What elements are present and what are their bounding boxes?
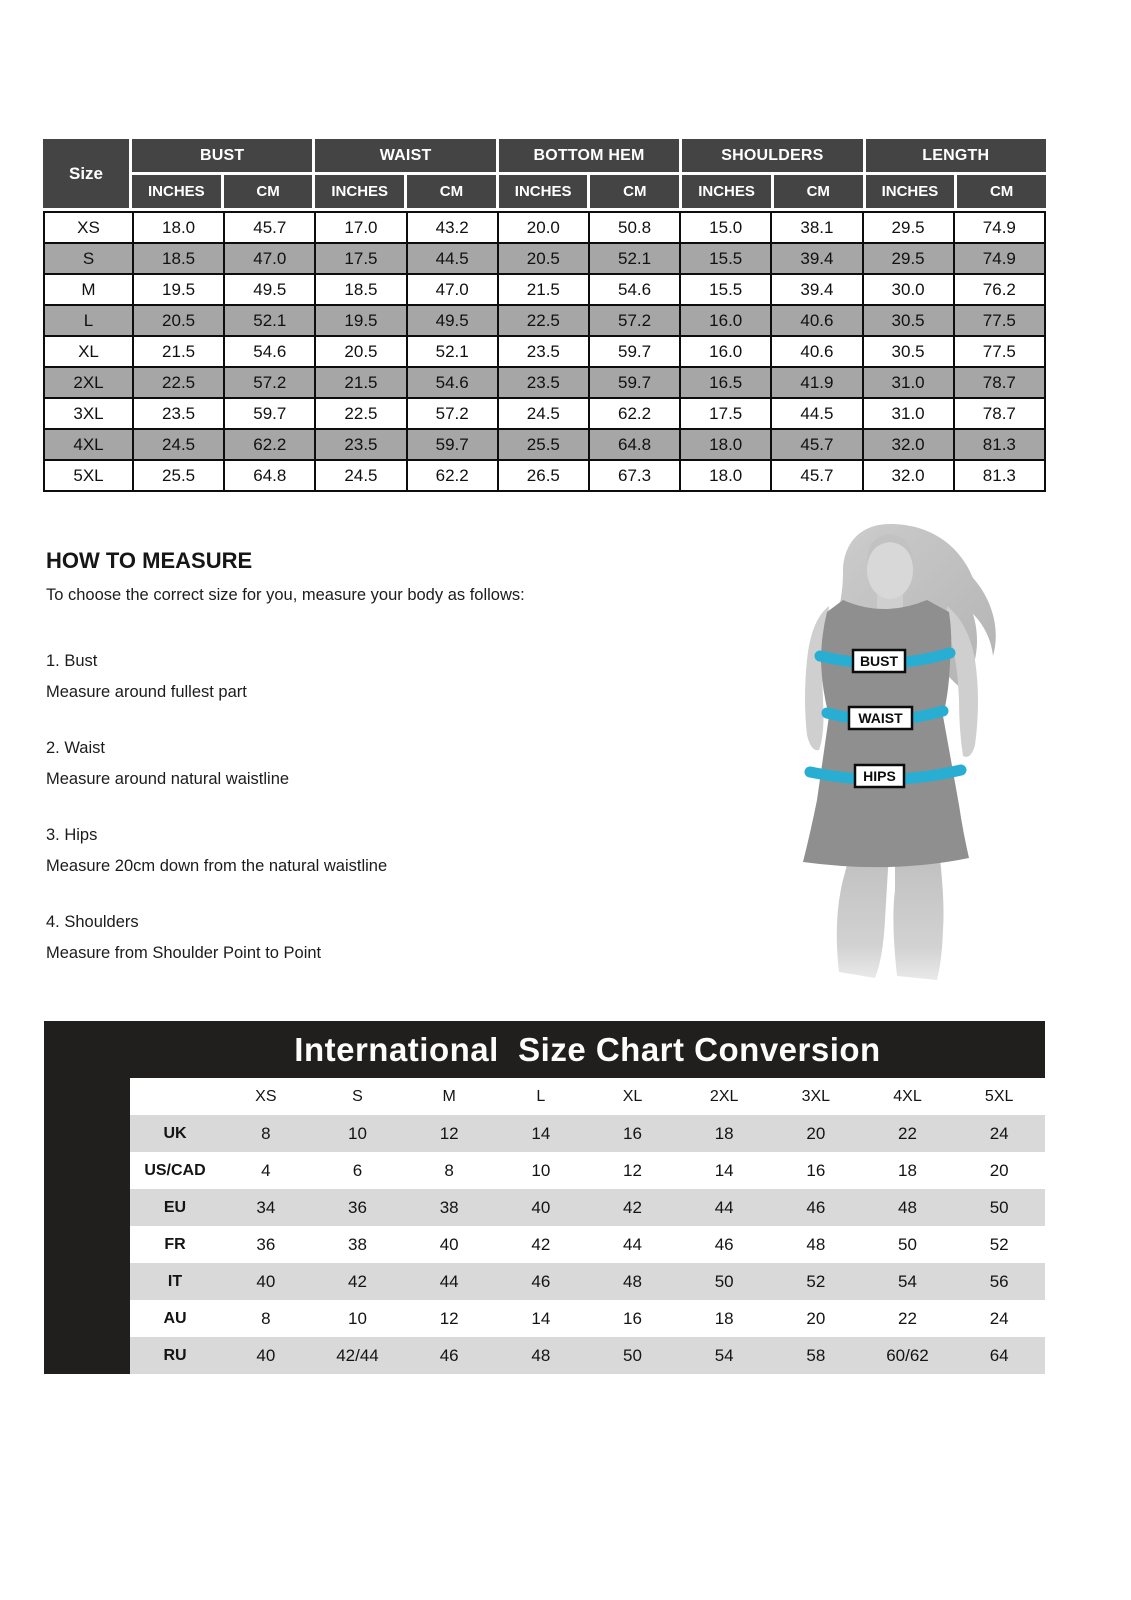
size-label: S — [44, 243, 133, 274]
conversion-row — [130, 1152, 1045, 1189]
measurement-cell: 57.2 — [407, 398, 498, 429]
how-to-measure-intro: To choose the correct size for you, measure your body as follows: — [46, 586, 525, 604]
conversion-value-cell: 20 — [806, 1123, 826, 1143]
conversion-value-cell: 10 — [348, 1123, 367, 1143]
conversion-value-cell: 48 — [531, 1345, 551, 1365]
measurement-cell: 21.5 — [315, 367, 406, 398]
measure-step-hips — [46, 820, 706, 882]
measurement-cell: 44.5 — [407, 243, 498, 274]
conversion-value-cell: 54 — [714, 1345, 734, 1365]
measurement-cell: 16.0 — [680, 336, 771, 367]
measurement-cell: 24.5 — [133, 429, 224, 460]
conversion-value-cell: 44 — [623, 1234, 642, 1254]
conversion-value-cell: 42 — [531, 1234, 551, 1254]
conversion-value-cell: 46 — [531, 1271, 551, 1291]
conversion-value-cell: 50 — [898, 1234, 917, 1254]
measurement-cell: 62.2 — [589, 398, 680, 429]
measurement-cell: 17.5 — [680, 398, 771, 429]
bust-label — [853, 650, 905, 672]
group-header-bust: BUST — [132, 139, 312, 172]
conversion-value-cell: 50 — [989, 1197, 1009, 1217]
conversion-value-cell: 8 — [261, 1308, 271, 1328]
measurement-table-header — [43, 139, 1046, 208]
conversion-value-cell: 40 — [439, 1234, 459, 1254]
svg-text:HIPS: HIPS — [863, 768, 896, 784]
conversion-size-header: XS — [255, 1087, 277, 1105]
conversion-value-cell: 52 — [989, 1234, 1009, 1254]
group-header-length: LENGTH — [866, 139, 1046, 172]
measurement-cell: 78.7 — [954, 398, 1045, 429]
conversion-size-header: 4XL — [893, 1087, 922, 1105]
measurement-cell: 44.5 — [771, 398, 862, 429]
international-conversion-section — [44, 1021, 1045, 1374]
conversion-row — [130, 1115, 1045, 1152]
measurement-cell: 54.6 — [407, 367, 498, 398]
measurement-cell: 23.5 — [498, 336, 589, 367]
step-desc: Measure from Shoulder Point to Point — [46, 944, 322, 962]
measurement-cell: 22.5 — [133, 367, 224, 398]
conversion-value-cell: 42/44 — [336, 1345, 379, 1365]
measurement-cell: 20.5 — [498, 243, 589, 274]
figure-illustration — [763, 520, 1015, 985]
measurement-cell: 38.1 — [771, 212, 862, 243]
measurement-cell: 47.0 — [407, 274, 498, 305]
conversion-value-cell: 6 — [352, 1160, 363, 1180]
measurement-cell: 39.4 — [771, 243, 862, 274]
measure-step-shoulders — [46, 907, 706, 969]
conversion-size-header: 3XL — [801, 1087, 831, 1105]
conversion-value-cell: 16 — [623, 1123, 642, 1143]
conversion-value-cell: 22 — [898, 1123, 917, 1143]
measurement-cell: 17.5 — [315, 243, 406, 274]
size-label: 5XL — [44, 460, 133, 491]
measurement-cell: 29.5 — [863, 212, 954, 243]
unit-header-inches: INCHES — [866, 175, 955, 208]
measurement-cell: 77.5 — [954, 305, 1045, 336]
waist-label — [849, 707, 912, 729]
conversion-value-cell: 12 — [439, 1123, 459, 1143]
conversion-value-cell: 60/62 — [886, 1345, 929, 1365]
step-label: 4. Shoulders — [46, 913, 139, 931]
measurement-cell: 18.0 — [133, 212, 224, 243]
size-row — [44, 429, 1045, 460]
measurement-cell: 19.5 — [133, 274, 224, 305]
size-row — [44, 367, 1045, 398]
conversion-row — [130, 1263, 1045, 1300]
measurement-cell: 18.0 — [680, 429, 771, 460]
size-label: 3XL — [44, 398, 133, 429]
step-label: 3. Hips — [46, 826, 98, 844]
measurement-cell: 54.6 — [224, 336, 315, 367]
conversion-value-cell: 46 — [806, 1197, 826, 1217]
conversion-value-cell: 16 — [806, 1160, 826, 1180]
measurement-cell: 15.0 — [680, 212, 771, 243]
measurement-cell: 40.6 — [771, 305, 862, 336]
conversion-value-cell: 18 — [714, 1123, 734, 1143]
conversion-region-label: RU — [163, 1346, 187, 1364]
measurement-cell: 52.1 — [407, 336, 498, 367]
measure-step-bust — [46, 646, 706, 708]
size-row — [44, 243, 1045, 274]
measurement-cell: 20.5 — [315, 336, 406, 367]
conversion-value-cell: 12 — [623, 1160, 642, 1180]
conversion-row — [130, 1337, 1045, 1374]
how-to-measure-section — [46, 548, 706, 994]
conversion-region-label: AU — [163, 1309, 187, 1327]
unit-header-cm: CM — [224, 175, 313, 208]
measurement-cell: 18.5 — [133, 243, 224, 274]
measurement-cell: 21.5 — [133, 336, 224, 367]
measurement-cell: 31.0 — [863, 367, 954, 398]
measurement-cell: 62.2 — [224, 429, 315, 460]
measurement-cell: 30.5 — [863, 336, 954, 367]
conversion-value-cell: 16 — [623, 1308, 642, 1328]
measurement-figure — [763, 520, 1015, 985]
measurement-cell: 20.0 — [498, 212, 589, 243]
conversion-value-cell: 36 — [256, 1234, 276, 1254]
measurement-cell: 50.8 — [589, 212, 680, 243]
measurement-cell: 29.5 — [863, 243, 954, 274]
conversion-region-label: UK — [163, 1124, 187, 1142]
measurement-cell: 49.5 — [224, 274, 315, 305]
conversion-row — [130, 1226, 1045, 1263]
measurement-cell: 74.9 — [954, 212, 1045, 243]
conversion-region-label: EU — [163, 1198, 187, 1216]
measurement-cell: 59.7 — [224, 398, 315, 429]
left-leg — [837, 850, 889, 978]
conversion-value-cell: 22 — [898, 1308, 917, 1328]
conversion-size-header: L — [536, 1087, 546, 1105]
measurement-cell: 20.5 — [133, 305, 224, 336]
conversion-value-cell: 50 — [714, 1271, 734, 1291]
step-desc: Measure 20cm down from the natural waistline — [46, 857, 388, 875]
measurement-cell: 52.1 — [224, 305, 315, 336]
measurement-cell: 64.8 — [224, 460, 315, 491]
conversion-value-cell: 40 — [531, 1197, 551, 1217]
dress-shape — [803, 600, 969, 867]
measurement-cell: 32.0 — [863, 429, 954, 460]
size-row — [44, 212, 1045, 243]
unit-header-inches: INCHES — [315, 175, 404, 208]
measurement-cell: 22.5 — [315, 398, 406, 429]
measurement-cell: 17.0 — [315, 212, 406, 243]
measurement-cell: 43.2 — [407, 212, 498, 243]
conversion-size-header: XL — [622, 1087, 643, 1105]
measurement-cell: 57.2 — [589, 305, 680, 336]
unit-header-inches: INCHES — [132, 175, 221, 208]
size-label: L — [44, 305, 133, 336]
conversion-value-cell: 48 — [623, 1271, 642, 1291]
measurement-cell: 74.9 — [954, 243, 1045, 274]
conversion-value-cell: 12 — [439, 1308, 459, 1328]
conversion-value-cell: 20 — [989, 1160, 1009, 1180]
measurement-cell: 49.5 — [407, 305, 498, 336]
measurement-cell: 23.5 — [498, 367, 589, 398]
measurement-cell: 81.3 — [954, 460, 1045, 491]
conversion-value-cell: 8 — [261, 1123, 271, 1143]
unit-header-inches: INCHES — [499, 175, 588, 208]
conversion-value-cell: 46 — [439, 1345, 459, 1365]
measurement-cell: 81.3 — [954, 429, 1045, 460]
measurement-cell: 54.6 — [589, 274, 680, 305]
measurement-cell: 52.1 — [589, 243, 680, 274]
conversion-header-row — [130, 1078, 1045, 1115]
group-header-waist: WAIST — [315, 139, 495, 172]
unit-header-cm: CM — [590, 175, 679, 208]
conversion-value-cell: 4 — [261, 1160, 271, 1180]
measurement-cell: 57.2 — [224, 367, 315, 398]
conversion-value-cell: 20 — [806, 1308, 826, 1328]
step-label: 2. Waist — [46, 739, 105, 757]
conversion-value-cell: 48 — [898, 1197, 917, 1217]
size-row — [44, 336, 1045, 367]
measurement-cell: 47.0 — [224, 243, 315, 274]
svg-text:BUST: BUST — [859, 653, 899, 669]
how-to-measure-title: HOW TO MEASURE — [46, 548, 253, 573]
measurement-cell: 64.8 — [589, 429, 680, 460]
measurement-table-body — [43, 211, 1046, 492]
conversion-value-cell: 44 — [439, 1271, 459, 1291]
conversion-value-cell: 34 — [256, 1197, 276, 1217]
measurement-cell: 78.7 — [954, 367, 1045, 398]
measurement-cell: 40.6 — [771, 336, 862, 367]
conversion-value-cell: 40 — [256, 1345, 276, 1365]
conversion-value-cell: 50 — [623, 1345, 642, 1365]
conversion-value-cell: 64 — [989, 1345, 1009, 1365]
measurement-cell: 16.0 — [680, 305, 771, 336]
measurement-cell: 76.2 — [954, 274, 1045, 305]
conversion-region-label: US/CAD — [144, 1161, 206, 1179]
conversion-header-spacer — [130, 1078, 220, 1115]
size-row — [44, 305, 1045, 336]
size-row — [44, 274, 1045, 305]
conversion-value-cell: 54 — [898, 1271, 917, 1291]
conversion-size-header: M — [442, 1087, 456, 1105]
measurement-cell: 45.7 — [771, 460, 862, 491]
measurement-cell: 59.7 — [407, 429, 498, 460]
group-header-shoulders: SHOULDERS — [682, 139, 862, 172]
unit-header-cm: CM — [407, 175, 496, 208]
conversion-value-cell: 52 — [806, 1271, 826, 1291]
measurement-cell: 24.5 — [498, 398, 589, 429]
measurement-cell: 59.7 — [589, 336, 680, 367]
conversion-value-cell: 10 — [531, 1160, 551, 1180]
measurement-cell: 25.5 — [498, 429, 589, 460]
size-label: XS — [44, 212, 133, 243]
measurement-cell: 30.5 — [863, 305, 954, 336]
conversion-value-cell: 18 — [714, 1308, 734, 1328]
measurement-cell: 30.0 — [863, 274, 954, 305]
measurement-cell: 45.7 — [224, 212, 315, 243]
step-label: 1. Bust — [46, 652, 98, 670]
measurement-cell: 39.4 — [771, 274, 862, 305]
conversion-value-cell: 38 — [439, 1197, 459, 1217]
measurement-cell: 62.2 — [407, 460, 498, 491]
step-desc: Measure around fullest part — [46, 683, 247, 701]
right-leg — [893, 850, 943, 980]
conversion-value-cell: 40 — [256, 1271, 276, 1291]
measurement-cell: 23.5 — [315, 429, 406, 460]
conversion-value-cell: 42 — [348, 1271, 367, 1291]
measurement-cell: 15.5 — [680, 243, 771, 274]
group-header-bottom-hem: BOTTOM HEM — [499, 139, 679, 172]
conversion-value-cell: 14 — [531, 1308, 551, 1328]
conversion-size-header: 5XL — [984, 1087, 1014, 1105]
svg-text:WAIST: WAIST — [858, 710, 903, 726]
unit-header-cm: CM — [957, 175, 1046, 208]
measurement-cell: 23.5 — [133, 398, 224, 429]
conversion-value-cell: 24 — [989, 1123, 1009, 1143]
measurement-cell: 24.5 — [315, 460, 406, 491]
measurement-cell: 25.5 — [133, 460, 224, 491]
measurement-cell: 31.0 — [863, 398, 954, 429]
measurement-cell: 59.7 — [589, 367, 680, 398]
measurement-cell: 41.9 — [771, 367, 862, 398]
conversion-value-cell: 42 — [623, 1197, 642, 1217]
face — [867, 541, 913, 599]
conversion-table — [130, 1078, 1045, 1374]
conversion-value-cell: 58 — [806, 1345, 826, 1365]
measurement-cell: 18.0 — [680, 460, 771, 491]
conversion-value-cell: 48 — [806, 1234, 826, 1254]
size-column-header: Size — [43, 139, 129, 208]
conversion-value-cell: 10 — [348, 1308, 367, 1328]
conversion-value-cell: 38 — [348, 1234, 367, 1254]
measure-step-waist — [46, 733, 706, 795]
conversion-size-header: 2XL — [709, 1087, 739, 1105]
conversion-value-cell: 46 — [714, 1234, 734, 1254]
conversion-value-cell: 44 — [714, 1197, 734, 1217]
measurement-cell: 32.0 — [863, 460, 954, 491]
conversion-value-cell: 14 — [714, 1160, 734, 1180]
conversion-value-cell: 36 — [348, 1197, 367, 1217]
conversion-value-cell: 56 — [989, 1271, 1009, 1291]
measurement-cell: 45.7 — [771, 429, 862, 460]
conversion-title: International Size Chart Conversion — [294, 1030, 881, 1068]
size-label: XL — [44, 336, 133, 367]
measurement-cell: 18.5 — [315, 274, 406, 305]
measurement-cell: 26.5 — [498, 460, 589, 491]
measurement-cell: 22.5 — [498, 305, 589, 336]
conversion-value-cell: 18 — [898, 1160, 917, 1180]
size-label: 4XL — [44, 429, 133, 460]
conversion-region-label: IT — [167, 1272, 183, 1290]
measurement-table — [43, 139, 1046, 492]
measurement-cell: 15.5 — [680, 274, 771, 305]
measurement-cell: 21.5 — [498, 274, 589, 305]
conversion-size-header: S — [352, 1087, 363, 1105]
unit-header-inches: INCHES — [682, 175, 771, 208]
measurement-cell: 77.5 — [954, 336, 1045, 367]
unit-header-cm: CM — [774, 175, 863, 208]
step-desc: Measure around natural waistline — [46, 770, 290, 788]
conversion-value-cell: 24 — [989, 1308, 1009, 1328]
measurement-cell: 67.3 — [589, 460, 680, 491]
conversion-region-label: FR — [164, 1235, 186, 1253]
size-row — [44, 460, 1045, 491]
conversion-value-cell: 8 — [444, 1160, 454, 1180]
size-row — [44, 398, 1045, 429]
size-label: 2XL — [44, 367, 133, 398]
conversion-row — [130, 1189, 1045, 1226]
measurement-cell: 16.5 — [680, 367, 771, 398]
hips-label — [855, 765, 904, 787]
conversion-row — [130, 1300, 1045, 1337]
size-label: M — [44, 274, 133, 305]
measurement-cell: 19.5 — [315, 305, 406, 336]
conversion-value-cell: 14 — [531, 1123, 551, 1143]
